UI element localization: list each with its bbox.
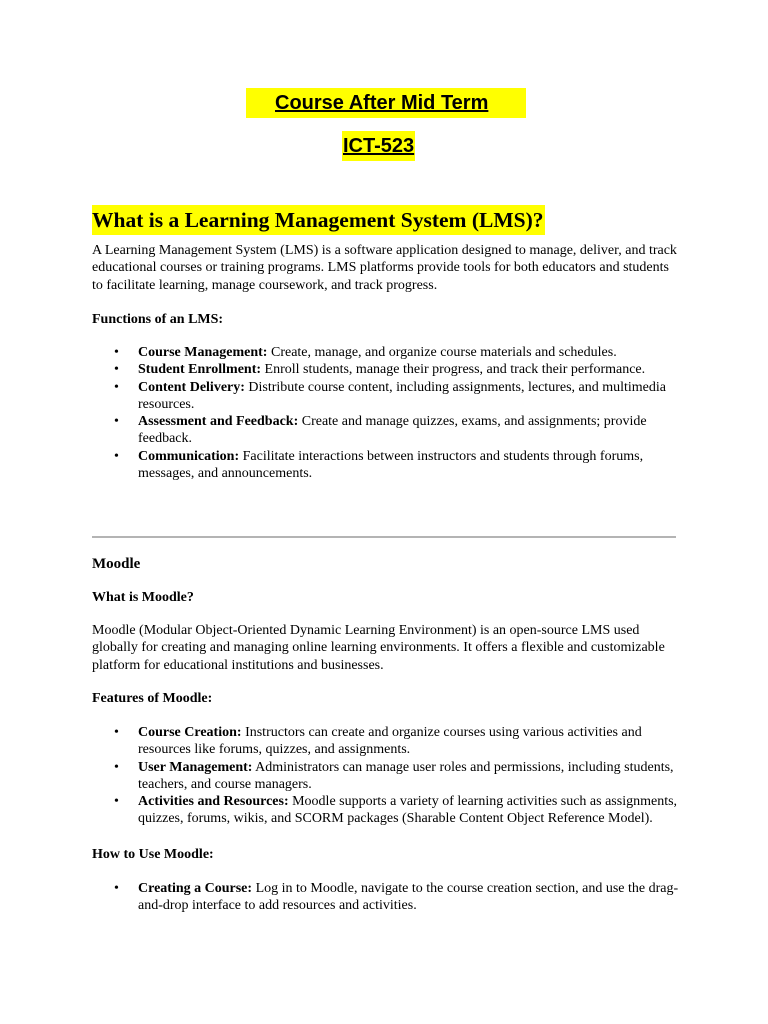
course-code: ICT-523 bbox=[342, 131, 415, 161]
list-item bbox=[0, 793, 685, 828]
how-to-use-label: How to Use Moodle: bbox=[92, 847, 214, 862]
course-title: Course After Mid Term bbox=[246, 88, 526, 118]
item-term: Student Enrollment: bbox=[138, 362, 262, 378]
item-term: Content Delivery: bbox=[138, 379, 245, 395]
list-item bbox=[0, 880, 685, 915]
bullet-icon: • bbox=[114, 414, 119, 430]
features-list bbox=[0, 724, 685, 828]
list-item bbox=[0, 361, 685, 378]
what-is-moodle-label: What is Moodle? bbox=[92, 590, 194, 605]
item-text: Facilitate interactions between instructors and students through forums, messages, and announcements. bbox=[138, 448, 644, 482]
item-text: Create, manage, and organize course materials and schedules. bbox=[267, 345, 617, 360]
lms-intro: A Learning Management System (LMS) is a software application designed to manage, deliver, and track educational courses or training programs. LMS platforms provide tools for both educators and students to facilitate learning, manage coursework, and track progress. bbox=[92, 243, 677, 293]
item-term: User Management: bbox=[138, 759, 253, 775]
item-text: Log in to Moodle, navigate to the course creation section, and use the drag-and-drop interface to add resources and activities. bbox=[138, 881, 679, 914]
list-item bbox=[0, 448, 685, 483]
bullet-icon: • bbox=[114, 448, 119, 464]
item-term: Course Management: bbox=[138, 345, 268, 360]
howto-list bbox=[0, 880, 685, 915]
list-item bbox=[0, 379, 685, 414]
item-text: Administrators can manage user roles and permissions, including students, teachers, and course managers. bbox=[138, 759, 674, 792]
functions-list bbox=[0, 344, 685, 482]
lms-heading: What is a Learning Management System (LMS)? bbox=[92, 205, 545, 235]
item-term: Course Creation: bbox=[138, 725, 242, 740]
list-item bbox=[0, 413, 685, 448]
item-term: Communication: bbox=[138, 448, 240, 464]
list-item bbox=[0, 344, 685, 361]
bullet-icon: • bbox=[114, 759, 119, 775]
list-item bbox=[0, 759, 685, 794]
bullet-icon: • bbox=[114, 881, 119, 896]
functions-label: Functions of an LMS: bbox=[92, 312, 224, 327]
moodle-description: Moodle (Modular Object-Oriented Dynamic Learning Environment) is an open-source LMS used globally for creating and managing online learning environments. It offers a flexible and customizable platform for educational institutions and businesses. bbox=[92, 623, 665, 673]
item-text: Moodle supports a variety of learning activities such as assignments, quizzes, forums, wikis, and SCORM packages (Sharable Content Object Reference Model). bbox=[138, 794, 678, 827]
bullet-icon: • bbox=[114, 362, 119, 378]
list-item bbox=[0, 724, 685, 759]
item-text: Enroll students, manage their progress, and track their performance. bbox=[261, 362, 646, 378]
horizontal-divider bbox=[92, 536, 676, 538]
bullet-icon: • bbox=[114, 725, 119, 740]
item-term: Assessment and Feedback: bbox=[138, 414, 299, 430]
moodle-heading: Moodle bbox=[92, 556, 141, 572]
features-label: Features of Moodle: bbox=[92, 691, 213, 706]
item-text: Create and manage quizzes, exams, and assignments; provide feedback. bbox=[138, 414, 647, 447]
item-text: Distribute course content, including assignments, lectures, and multimedia resources. bbox=[138, 379, 666, 412]
bullet-icon: • bbox=[114, 794, 119, 810]
item-text: Instructors can create and organize courses using various activities and resources like forums, quizzes, and assignments. bbox=[138, 725, 642, 758]
item-term: Activities and Resources: bbox=[138, 794, 289, 810]
bullet-icon: • bbox=[114, 345, 119, 360]
bullet-icon: • bbox=[114, 379, 119, 395]
item-term: Creating a Course: bbox=[138, 881, 253, 896]
